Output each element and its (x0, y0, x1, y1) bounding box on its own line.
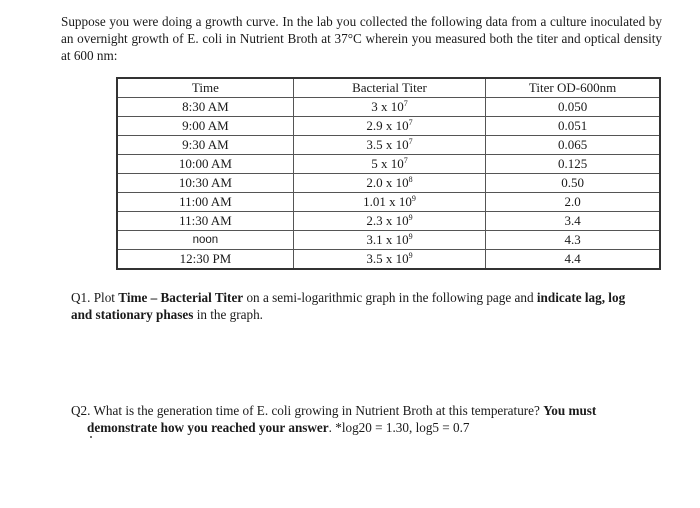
table-row (117, 193, 660, 212)
intro-paragraph: Suppose you were doing a growth curve. In the lab you collected the following data from a culture inoculated by an overnight growth of E. coli in Nutrient Broth at 37°C wherein you measured both the titer and optical density at 600 nm: (61, 14, 662, 63)
cell-od: 0.50 (486, 174, 660, 193)
table-row (117, 98, 660, 117)
cell-od: 2.0 (486, 193, 660, 212)
table-row (117, 117, 660, 136)
cell-time: 8:30 AM (117, 98, 293, 117)
header-time: Time (117, 78, 293, 98)
titer-mantissa: 1.01 x 10 (363, 194, 412, 209)
titer-mantissa: 2.9 x 10 (366, 118, 409, 133)
q2-bold-you-must: You must (543, 403, 597, 418)
cell-od: 3.4 (486, 212, 660, 231)
header-bacterial-titer: Bacterial Titer (293, 78, 485, 98)
titer-mantissa: 2.0 x 10 (366, 175, 409, 190)
titer-exponent: 7 (408, 137, 413, 146)
q2-suffix: . *log20 = 1.30, log5 = 0.7 (328, 420, 470, 435)
cell-time: noon (117, 231, 293, 250)
cell-bacterial-titer (293, 117, 485, 136)
q1-middle: on a semi-logarithmic graph in the following page and (243, 290, 537, 305)
cell-time: 10:30 AM (117, 174, 293, 193)
cell-bacterial-titer (293, 212, 485, 231)
cell-time: 12:30 PM (117, 250, 293, 270)
cell-od: 4.4 (486, 250, 660, 270)
titer-exponent: 7 (408, 118, 413, 127)
table-row (117, 212, 660, 231)
cell-time: 9:00 AM (117, 117, 293, 136)
titer-mantissa: 5 x 10 (371, 156, 404, 171)
cell-bacterial-titer (293, 193, 485, 212)
titer-exponent: 7 (403, 99, 408, 108)
cell-bacterial-titer (293, 174, 485, 193)
cell-bacterial-titer (293, 98, 485, 117)
titer-mantissa: 3 x 10 (371, 99, 404, 114)
q2-bold-demonstrate: demonstrate how you reached your answer (87, 420, 329, 435)
titer-mantissa: 2.3 x 10 (366, 213, 409, 228)
titer-exponent: 7 (403, 156, 408, 165)
titer-mantissa: 3.1 x 10 (366, 232, 409, 247)
table-row (117, 174, 660, 193)
titer-exponent: 8 (408, 175, 413, 184)
cell-bacterial-titer (293, 250, 485, 270)
growth-data-table (116, 77, 661, 270)
titer-exponent: 9 (408, 251, 413, 260)
cell-time: 11:30 AM (117, 212, 293, 231)
q1-bold-indicate: indicate lag, log (536, 290, 626, 305)
table-row (117, 155, 660, 174)
cell-time: 9:30 AM (117, 136, 293, 155)
cell-od: 0.051 (486, 117, 660, 136)
cell-od: 0.065 (486, 136, 660, 155)
titer-mantissa: 3.5 x 10 (366, 137, 409, 152)
q1-prefix: Q1. Plot (71, 290, 119, 305)
table-row (117, 250, 660, 270)
cell-bacterial-titer (293, 231, 485, 250)
table-row (117, 231, 660, 250)
q1-bold-phases: and stationary phases (71, 307, 194, 322)
table-header-row (117, 78, 660, 98)
table-row (117, 136, 660, 155)
header-titer-od: Titer OD-600nm (486, 78, 660, 98)
cell-time: 11:00 AM (117, 193, 293, 212)
titer-exponent: 9 (408, 213, 413, 222)
cell-bacterial-titer (293, 155, 485, 174)
cell-od: 0.125 (486, 155, 660, 174)
question-1 (71, 289, 671, 323)
q2-prefix: Q2. What is the generation time of E. coli growing in Nutrient Broth at this temperature? (71, 403, 544, 418)
cell-time: 10:00 AM (117, 155, 293, 174)
q1-bold-time-titer: Time – Bacterial Titer (118, 290, 244, 305)
cell-od: 0.050 (486, 98, 660, 117)
stray-dot-mark (90, 436, 92, 438)
q1-suffix: in the graph. (193, 307, 263, 322)
cell-bacterial-titer (293, 136, 485, 155)
question-2 (71, 402, 671, 436)
titer-exponent: 9 (411, 194, 416, 203)
titer-mantissa: 3.5 x 10 (366, 251, 409, 266)
cell-od: 4.3 (486, 231, 660, 250)
titer-exponent: 9 (408, 232, 413, 241)
